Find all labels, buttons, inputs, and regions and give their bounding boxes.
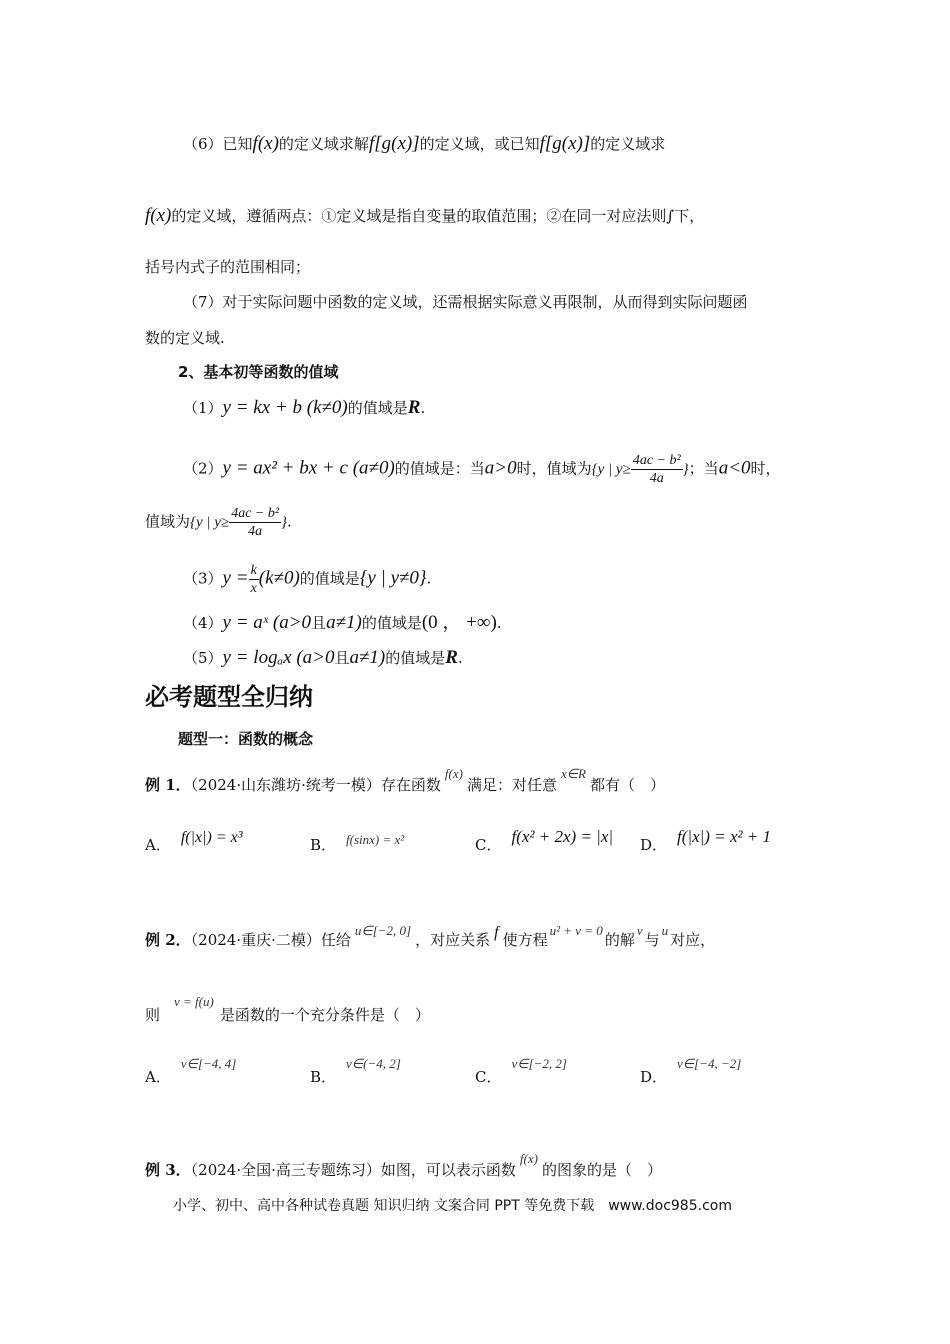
r2-cond-negative: a<0 [718,457,751,479]
example-2-v: v [636,923,643,938]
range-item-3 [183,562,431,597]
item6-prefix: （6）已知 [183,135,253,153]
example-2-line2-post: 是函数的一个充分条件是（ ） [219,1006,430,1024]
math-fgx: f[g(x)] [368,133,420,154]
example-3-text2: 的图象的是（ ） [541,1161,662,1179]
item6-mid1: 的定义域求解 [278,135,369,153]
r5-cond: a≠1) [349,647,386,668]
example-2-equation: u² + v = 0 [549,923,603,938]
example-2-text4: 的解 [604,931,635,949]
r3-end: . [426,569,432,588]
example-3-fx: f(x) [519,1151,538,1166]
r3-denominator: x [250,581,257,596]
range-item-2-line2 [145,505,292,540]
example-2-option-a[interactable] [145,1056,237,1088]
r2-text4: 时， [750,459,781,478]
example-1-text3: 都有（ ） [590,776,666,794]
range-item-4 [183,613,502,633]
r2-set-left: {y | y≥ [591,461,631,478]
example-1-cond: x∈R [560,766,586,781]
r5-and: 且 [334,649,350,667]
r2-text3: ；当 [688,459,719,478]
r2-text: 的值域是：当 [394,459,485,478]
example-1-option-a[interactable] [145,829,243,856]
item6-line3: 括号内式子的范围相同； [145,258,311,276]
example-2-text3: 使方程 [502,931,548,949]
r2-label: （2） [183,459,223,478]
r2-end: . [287,512,292,531]
example-2-label: 例 2． [145,931,191,949]
option-expr: v∈(−4, 2] [346,1056,401,1071]
item6-line1 [183,134,665,154]
item6-mid2: 的定义域，或已知 [419,135,540,153]
option-letter: C． [475,836,502,854]
option-expr: f(|x|) = x³ [180,829,243,846]
page-footer: 小学、初中、高中各种试卷真题 知识归纳 文案合同 PPT 等免费下载 www.doc985.com [173,1198,732,1214]
option-expr: f(sinx) = x² [346,832,405,847]
example-1 [145,766,666,796]
r2-cond-positive: a>0 [484,457,517,479]
r4-value: (0 ， +∞) [421,612,497,633]
example-2-line2-pre: 则 [145,1006,161,1024]
example-2-option-b[interactable] [310,1056,401,1088]
r5-text: 的值域是 [385,649,446,667]
example-2-u: u [661,923,669,938]
option-letter: A． [145,836,171,854]
example-1-option-d[interactable] [640,827,772,855]
r2-set-right: } [682,461,689,478]
example-2 [145,923,716,951]
option-letter: A． [145,1068,171,1086]
math-fx-2: f(x) [145,205,172,226]
r2-denominator-2: 4a [248,524,263,539]
r3-cond: (k≠0) [258,567,300,589]
r2-set2-left: {y | y≥ [190,514,230,531]
range-item-5 [183,648,463,668]
r5-expr: y = logₐx (a>0 [222,647,335,668]
r2-denominator: 4a [649,471,664,486]
r1-label: （1） [183,399,223,417]
r3-label: （3） [183,569,223,588]
r2-numerator: 4ac − b² [632,453,681,468]
example-2-option-c[interactable] [475,1056,567,1088]
r2-text2: 时，值域为 [516,459,592,478]
r2-fraction [631,452,683,487]
r4-text: 的值域是 [361,614,422,632]
r2-line2-text: 值域为 [145,512,191,531]
example-2-text6: 对应， [670,931,716,949]
example-1-option-c[interactable] [475,827,614,855]
example-1-option-b[interactable] [310,832,405,856]
example-3-text1: （2024·全国·高三专题练习）如图，可以表示函数 [190,1161,516,1179]
r1-text: 的值域是 [347,399,408,417]
option-expr: v∈[−4, 4] [180,1056,237,1071]
example-2-line2 [145,994,430,1026]
r4-end: . [496,614,502,632]
page-heading: 必考题型全归纳 [145,683,313,711]
r4-and: 且 [311,614,327,632]
section-title: 2、基本初等函数的值域 [178,363,339,381]
option-letter: C． [475,1068,502,1086]
example-2-text1: （2024·重庆·二模）任给 [190,931,351,949]
option-expr: f(|x|) = x² + 1 [677,827,772,846]
type-title: 题型一：函数的概念 [178,730,314,748]
option-expr: v∈[−4, −2] [677,1056,742,1071]
example-1-text1: （2024·山东潍坊·统考一模）存在函数 [190,776,441,794]
example-3 [145,1151,662,1181]
r3-y: y = [222,567,249,589]
r3-value: {y | y≠0} [359,567,427,589]
option-letter: D． [640,1068,668,1086]
example-3-label: 例 3． [145,1161,191,1179]
r3-text: 的值域是 [299,569,360,588]
item6-line2-text: 的定义域，遵循两点：①定义域是指自变量的取值范围；②在同一对应法则∫下， [171,207,705,225]
example-2-cond: u∈[−2, 0] [354,923,412,938]
example-1-label: 例 1． [145,776,191,794]
r1-expr: y = kx + b (k≠0) [222,397,348,418]
r4-cond: a≠1) [326,612,362,633]
example-1-fx: f(x) [444,766,463,781]
r5-end: . [457,649,463,667]
r1-value: R [407,397,421,418]
r3-numerator: k [250,563,257,578]
item7-line2: 数的定义域. [145,329,225,347]
r3-fraction [249,562,259,597]
item6-line2 [145,206,704,226]
math-fgx-2: f[g(x)] [539,133,591,154]
option-letter: B． [310,836,337,854]
range-item-2 [183,452,781,487]
example-1-text2: 满足：对任意 [466,776,557,794]
range-item-1 [183,398,425,418]
option-expr: f(x² + 2x) = |x| [511,827,614,846]
r5-value: R [445,647,458,668]
option-letter: D． [640,836,668,854]
example-2-text5: 与 [644,931,660,949]
r4-expr: y = aˣ (a>0 [222,612,312,633]
r2-fraction-2 [229,505,281,540]
example-2-f: f [494,924,499,941]
math-fx: f(x) [252,133,279,154]
r5-label: （5） [183,649,223,667]
example-2-option-d[interactable] [640,1056,742,1088]
option-expr: v∈[−2, 2] [511,1056,567,1071]
item7-line1: （7）对于实际问题中函数的定义域，还需根据实际意义再限制，从而得到实际问题函 [183,293,748,311]
r2-numerator-2: 4ac − b² [231,506,280,521]
r2-expr: y = ax² + bx + c (a≠0) [222,457,395,479]
item6-end: 的定义域求 [590,135,666,153]
option-letter: B． [310,1068,337,1086]
example-2-text2: ，对应关系 [415,931,491,949]
example-2-vfu: v = f(u) [174,994,214,1009]
r4-label: （4） [183,614,223,632]
r2-set2-right: } [281,514,288,531]
r1-end: . [420,399,426,417]
